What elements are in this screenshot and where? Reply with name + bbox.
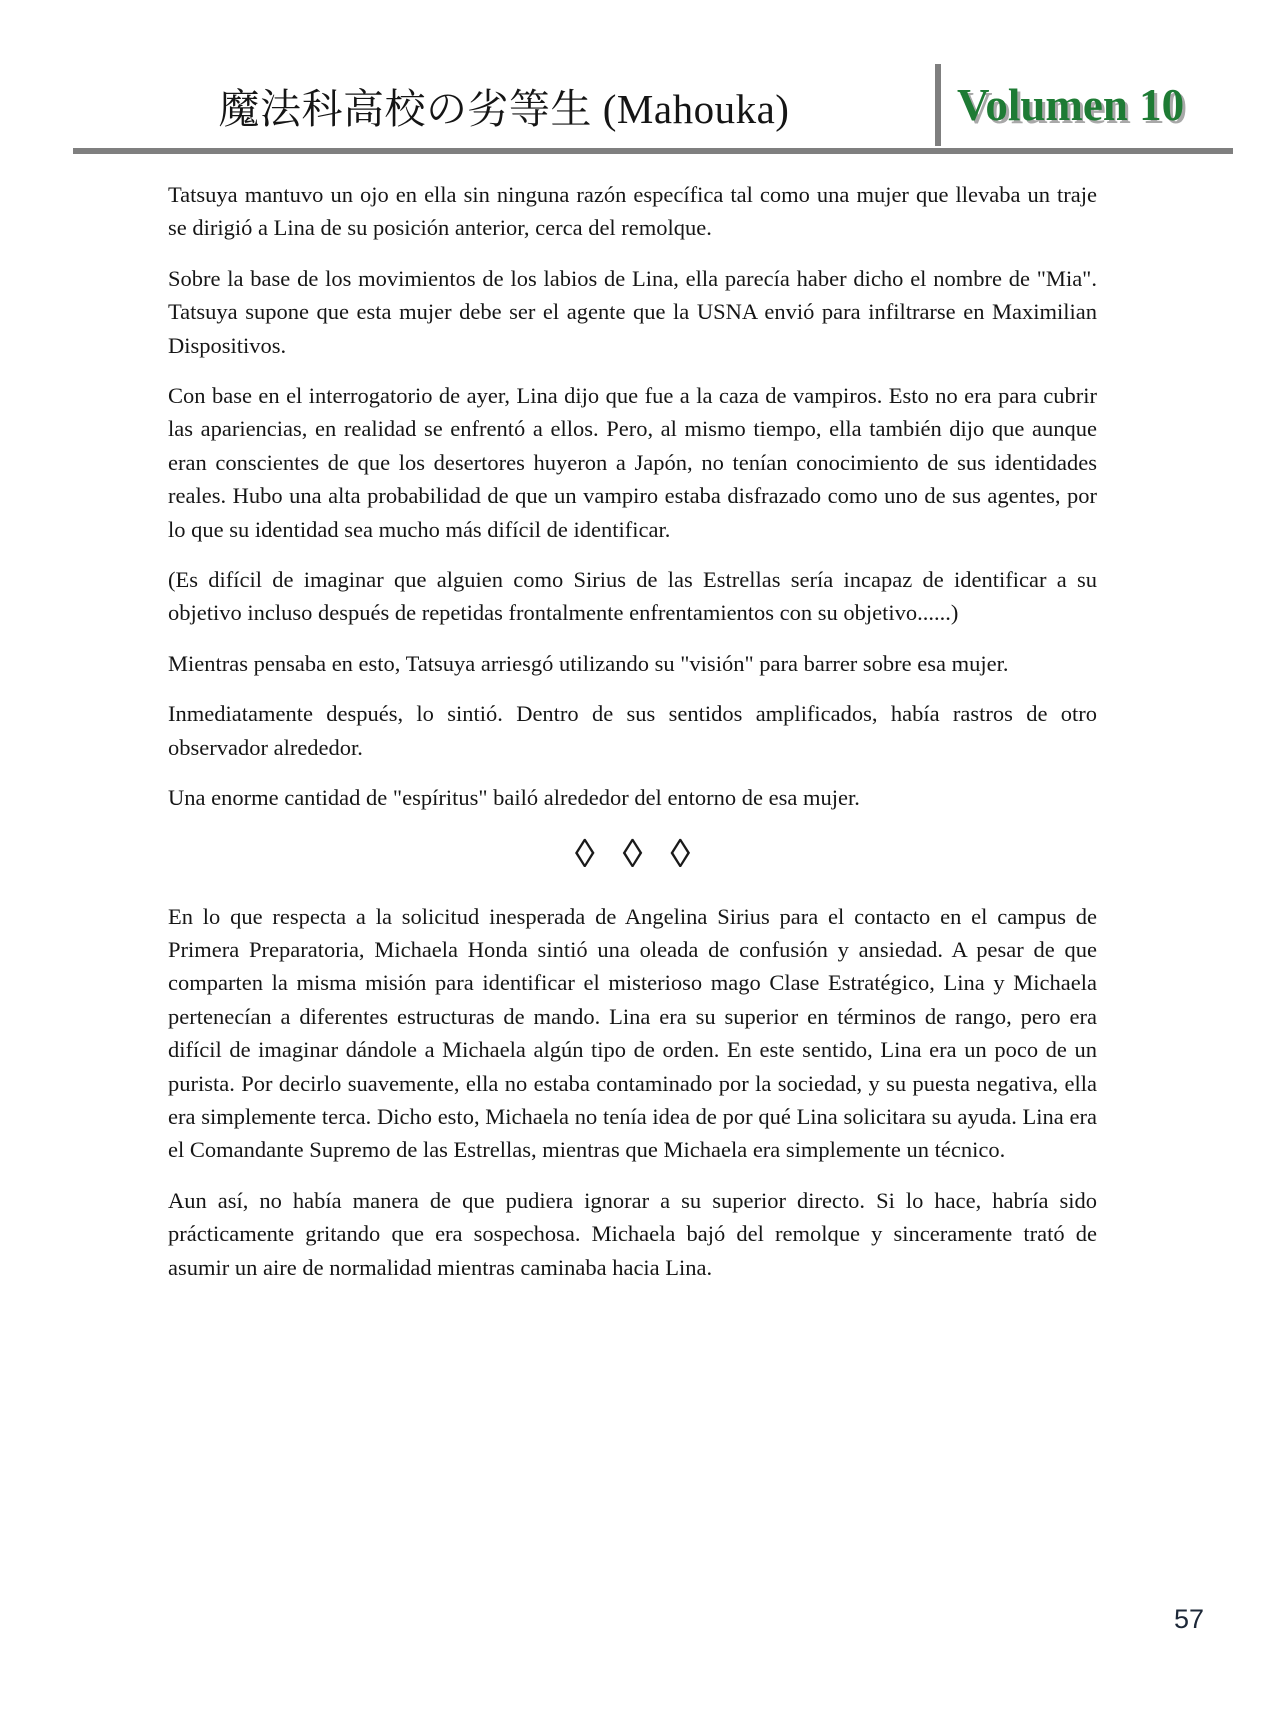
body-paragraph: Tatsuya mantuvo un ojo en ella sin ninguna razón específica tal como una mujer que llevaba un traje se dirigió a Lina de su posición anterior, cerca del remolque.	[168, 182, 1097, 241]
body-paragraph: Con base en el interrogatorio de ayer, Lina dijo que fue a la caza de vampiros. Esto no era para cubrir las apariencias, en realidad se enfrentó a ellos. Pero, al mismo tiempo, ella también dijo que aunque eran conscientes de que los desertores huyeron a Japón, no tenían conocimiento de sus identidades reales. Hubo una alta probabilidad de que un vampiro estaba disfrazado como uno de sus agentes, por lo que su identidad sea mucho más difícil de identificar.	[168, 383, 1097, 542]
volume-cell	[941, 64, 1233, 146]
body-paragraph: (Es difícil de imaginar que alguien como Sirius de las Estrellas sería incapaz de identificar a su objetivo incluso después de repetidas frontalmente enfrentamientos con su objetivo......)	[168, 567, 1097, 626]
document-page	[0, 64, 1275, 1634]
page-body	[168, 178, 1097, 1284]
body-paragraph: Sobre la base de los movimientos de los labios de Lina, ella parecía haber dicho el nombre de "Mia". Tatsuya supone que esta mujer debe ser el agente que la USNA envió para infiltrarse en Maximilian Dispositivos.	[168, 265, 1097, 358]
body-paragraph: Mientras pensaba en esto, Tatsuya arriesgó utilizando su "visión" para barrer sobre esa mujer.	[168, 650, 1009, 676]
header-rule	[73, 148, 1233, 154]
volume-label: Volumen 10	[957, 80, 1185, 130]
scene-break-divider: ◊ ◊ ◊	[574, 830, 691, 876]
page-header	[73, 64, 1233, 146]
body-paragraph: Inmediatamente después, lo sintió. Dentro de sus sentidos amplificados, había rastros de otro observador alrededor.	[168, 701, 1097, 760]
body-paragraph: Una enorme cantidad de "espíritus" bailó alrededor del entorno de esa mujer.	[168, 785, 860, 811]
page-number: 57	[1173, 1604, 1204, 1634]
body-paragraph: Aun así, no había manera de que pudiera ignorar a su superior directo. Si lo hace, habría sido prácticamente gritando que era sospechosa. Michaela bajó del remolque y sinceramente trató de asumir un aire de normalidad mientras caminaba hacia Lina.	[168, 1187, 1097, 1280]
body-paragraph: En lo que respecta a la solicitud inesperada de Angelina Sirius para el contacto en el campus de Primera Preparatoria, Michaela Honda sintió una oleada de confusión y ansiedad. A pesar de que comparten la misma misión para identificar el misterioso mago Clase Estratégico, Lina y Michaela pertenecían a diferentes estructuras de mando. Lina era su superior en términos de rango, pero era difícil de imaginar dándole a Michaela algún tipo de orden. En este sentido, Lina era un poco de un purista. Por decirlo suavemente, ella no estaba contaminado por la sociedad, y su puesta negativa, ella era simplemente terca. Dicho esto, Michaela no tenía idea de por qué Lina solicitara su ayuda. Lina era el Comandante Supremo de las Estrellas, mientras que Michaela era simplemente un técnico.	[168, 903, 1097, 1163]
series-title: 魔法科高校の劣等生 (Mahouka)	[218, 85, 790, 132]
